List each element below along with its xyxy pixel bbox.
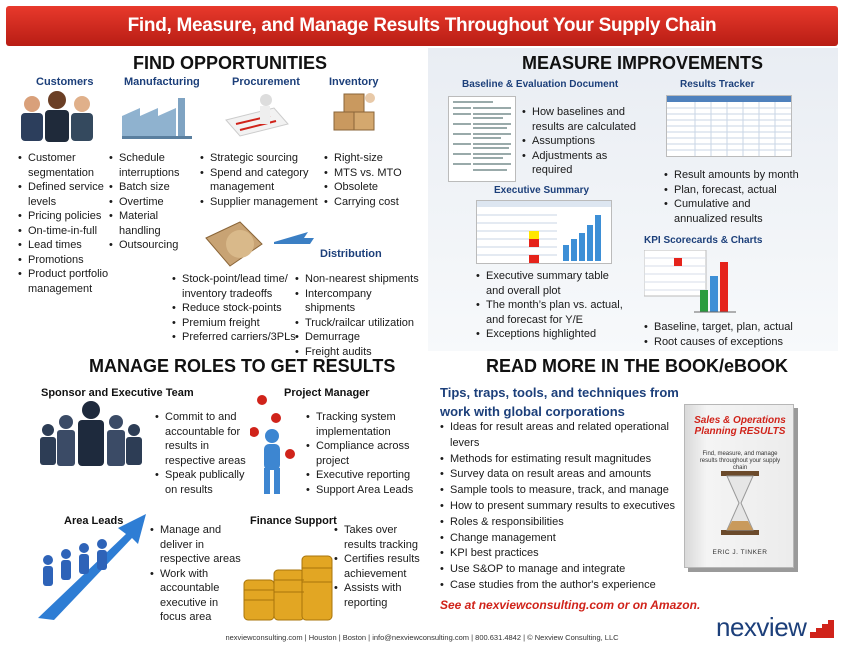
list-item: • Support Area Leads [306, 483, 418, 498]
executive-summary-heading: Executive Summary [494, 185, 590, 196]
book-cover-subtitle: Find, measure, and manage results throughout your supply chain [699, 451, 781, 471]
list-item: • Root causes of exceptions [644, 335, 804, 350]
list-item: • KPI best practices [440, 546, 680, 562]
project-manager-list [306, 410, 418, 497]
executive-summary-thumbnail [476, 200, 612, 264]
footer-contact: nexviewconsulting.com | Houston | Boston | info@nexviewconsulting.com | 800.631.4842 | © Nexview Consulting, LLC [225, 633, 619, 642]
list-item: • Reduce stock-points [172, 301, 300, 316]
page-banner: Find, Measure, and Manage Results Throughout Your Supply Chain [6, 6, 838, 46]
procurement-checklist-icon [222, 90, 292, 146]
list-item: • Adjustments as required [522, 149, 642, 178]
find-opportunities-title: FIND OPPORTUNITIES [133, 53, 328, 73]
baseline-document-thumbnail [448, 96, 516, 182]
list-item: • Intercompany shipments [295, 287, 423, 316]
list-item: • Takes over results tracking [334, 523, 422, 552]
list-item: • Stock-point/lead time/ inventory tradeoffs [172, 272, 300, 301]
see-more-link[interactable]: See at nexviewconsulting.com or on Amazon. [440, 598, 701, 612]
results-tracker-heading: Results Tracker [680, 79, 755, 90]
list-item: • Speak publically on results [155, 468, 253, 497]
list-item: • Result amounts by month [664, 168, 804, 183]
executive-summary-list [476, 269, 626, 342]
book-cover[interactable] [684, 404, 794, 568]
list-item: • The month’s plan vs. actual, and forecast for Y/E [476, 298, 626, 327]
list-item: • Certifies results achievement [334, 552, 422, 581]
list-item: • Roles & responsibilities [440, 515, 680, 531]
results-tracker-list [664, 168, 804, 226]
list-item: • Baseline, target, plan, actual [644, 320, 804, 335]
book-title: READ MORE IN THE BOOK/eBOOK [486, 356, 789, 376]
list-item: • Survey data on result areas and amounts [440, 467, 680, 483]
list-item: • Commit to and accountable for results in respective areas [155, 410, 253, 468]
list-item: • Use S&OP to manage and integrate [440, 562, 680, 578]
list-item: • Executive summary table and overall plot [476, 269, 626, 298]
manage-roles-title: MANAGE ROLES TO GET RESULTS [89, 356, 396, 376]
measure-improvements-title: MEASURE IMPROVEMENTS [522, 53, 764, 73]
list-item: • Overtime [109, 195, 187, 210]
project-manager-juggler-icon [250, 392, 306, 502]
executive-team-silhouette-icon [32, 400, 150, 466]
list-item: • How to present summary results to executives [440, 499, 680, 515]
distribution-list-right [295, 272, 423, 359]
distribution-globe-icon [200, 214, 320, 272]
list-item: • Change management [440, 531, 680, 547]
procurement-list [200, 151, 318, 209]
list-item: • Schedule interruptions [109, 151, 187, 180]
book-tagline: Tips, traps, tools, and techniques from work with global corporations [440, 385, 679, 419]
area-leads-team-arrow-icon [34, 500, 158, 622]
finance-coins-icon [240, 540, 336, 624]
distribution-heading: Distribution [320, 248, 382, 260]
list-item: • Supplier management [200, 195, 318, 210]
list-item: • Premium freight [172, 316, 300, 331]
book-cover-title: Sales & Operations Planning RESULTS [694, 415, 786, 437]
kpi-list [644, 320, 804, 349]
list-item: • Sample tools to measure, track, and manage [440, 483, 680, 499]
list-item: • Cumulative and annualized results [664, 197, 804, 226]
finance-support-heading: Finance Support [250, 515, 337, 527]
list-item: • Freight audits [295, 345, 423, 360]
inventory-list [324, 151, 424, 209]
list-item: • Spend and category management [200, 166, 318, 195]
list-item: • Truck/railcar utilization [295, 316, 423, 331]
sponsor-heading: Sponsor and Executive Team [41, 387, 194, 399]
list-item: • Promotions [18, 253, 110, 268]
sponsor-list [155, 410, 253, 497]
list-item: • Compliance across project [306, 439, 418, 468]
list-item: • Ideas for result areas and related operational levers [440, 420, 680, 452]
list-item: • Preferred carriers/3PLs [172, 330, 300, 345]
baseline-list [522, 105, 642, 178]
book-cover-author: ERIC J. TINKER [712, 549, 768, 556]
list-item: • Lead times [18, 238, 110, 253]
list-item: • On-time-in-full [18, 224, 110, 239]
list-item: • Right-size [324, 151, 424, 166]
distribution-list-left [172, 272, 300, 345]
manufacturing-list [109, 151, 187, 253]
baseline-heading: Baseline & Evaluation Document [462, 79, 619, 90]
factory-icon [120, 96, 196, 140]
nexview-logo: nexview [716, 612, 807, 642]
list-item: • Non-nearest shipments [295, 272, 423, 287]
kpi-scorecards-heading: KPI Scorecards & Charts [644, 235, 763, 246]
list-item: • Pricing policies [18, 209, 110, 224]
customers-heading: Customers [36, 76, 94, 88]
procurement-heading: Procurement [232, 76, 300, 88]
project-manager-heading: Project Manager [284, 387, 370, 399]
list-item: • Demurrage [295, 330, 423, 345]
list-item: • Tracking system implementation [306, 410, 418, 439]
customers-list [18, 151, 110, 296]
inventory-boxes-icon [330, 88, 380, 142]
list-item: • MTS vs. MTO [324, 166, 424, 181]
list-item: • Strategic sourcing [200, 151, 318, 166]
list-item: • Carrying cost [324, 195, 424, 210]
list-item: • Plan, forecast, actual [664, 183, 804, 198]
list-item: • Defined service levels [18, 180, 110, 209]
list-item: • Obsolete [324, 180, 424, 195]
list-item: • Manage and deliver in respective areas [150, 523, 242, 567]
list-item: • Batch size [109, 180, 187, 195]
area-leads-heading: Area Leads [64, 515, 124, 527]
list-item: • Outsourcing [109, 238, 187, 253]
results-tracker-thumbnail [666, 95, 792, 157]
area-leads-list [150, 523, 242, 625]
list-item: • Assists with reporting [334, 581, 422, 610]
list-item: • Material handling [109, 209, 187, 238]
kpi-scorecard-chart-thumbnail [644, 250, 740, 316]
list-item: • Work with accountable executive in focus area [150, 567, 242, 625]
finance-support-list [334, 523, 422, 610]
list-item: • Methods for estimating result magnitudes [440, 452, 680, 468]
list-item: • Assumptions [522, 134, 642, 149]
list-item: • Exceptions highlighted [476, 327, 626, 342]
list-item: • Executive reporting [306, 468, 418, 483]
list-item: • Product portfolio management [18, 267, 110, 296]
inventory-heading: Inventory [329, 76, 379, 88]
manufacturing-heading: Manufacturing [124, 76, 200, 88]
book-topics-list [440, 420, 680, 594]
list-item: • Case studies from the author's experience [440, 578, 680, 594]
list-item: • How baselines and results are calculated [522, 105, 642, 134]
hourglass-icon [719, 471, 761, 535]
customers-people-icon [14, 88, 100, 144]
list-item: • Customer segmentation [18, 151, 110, 180]
